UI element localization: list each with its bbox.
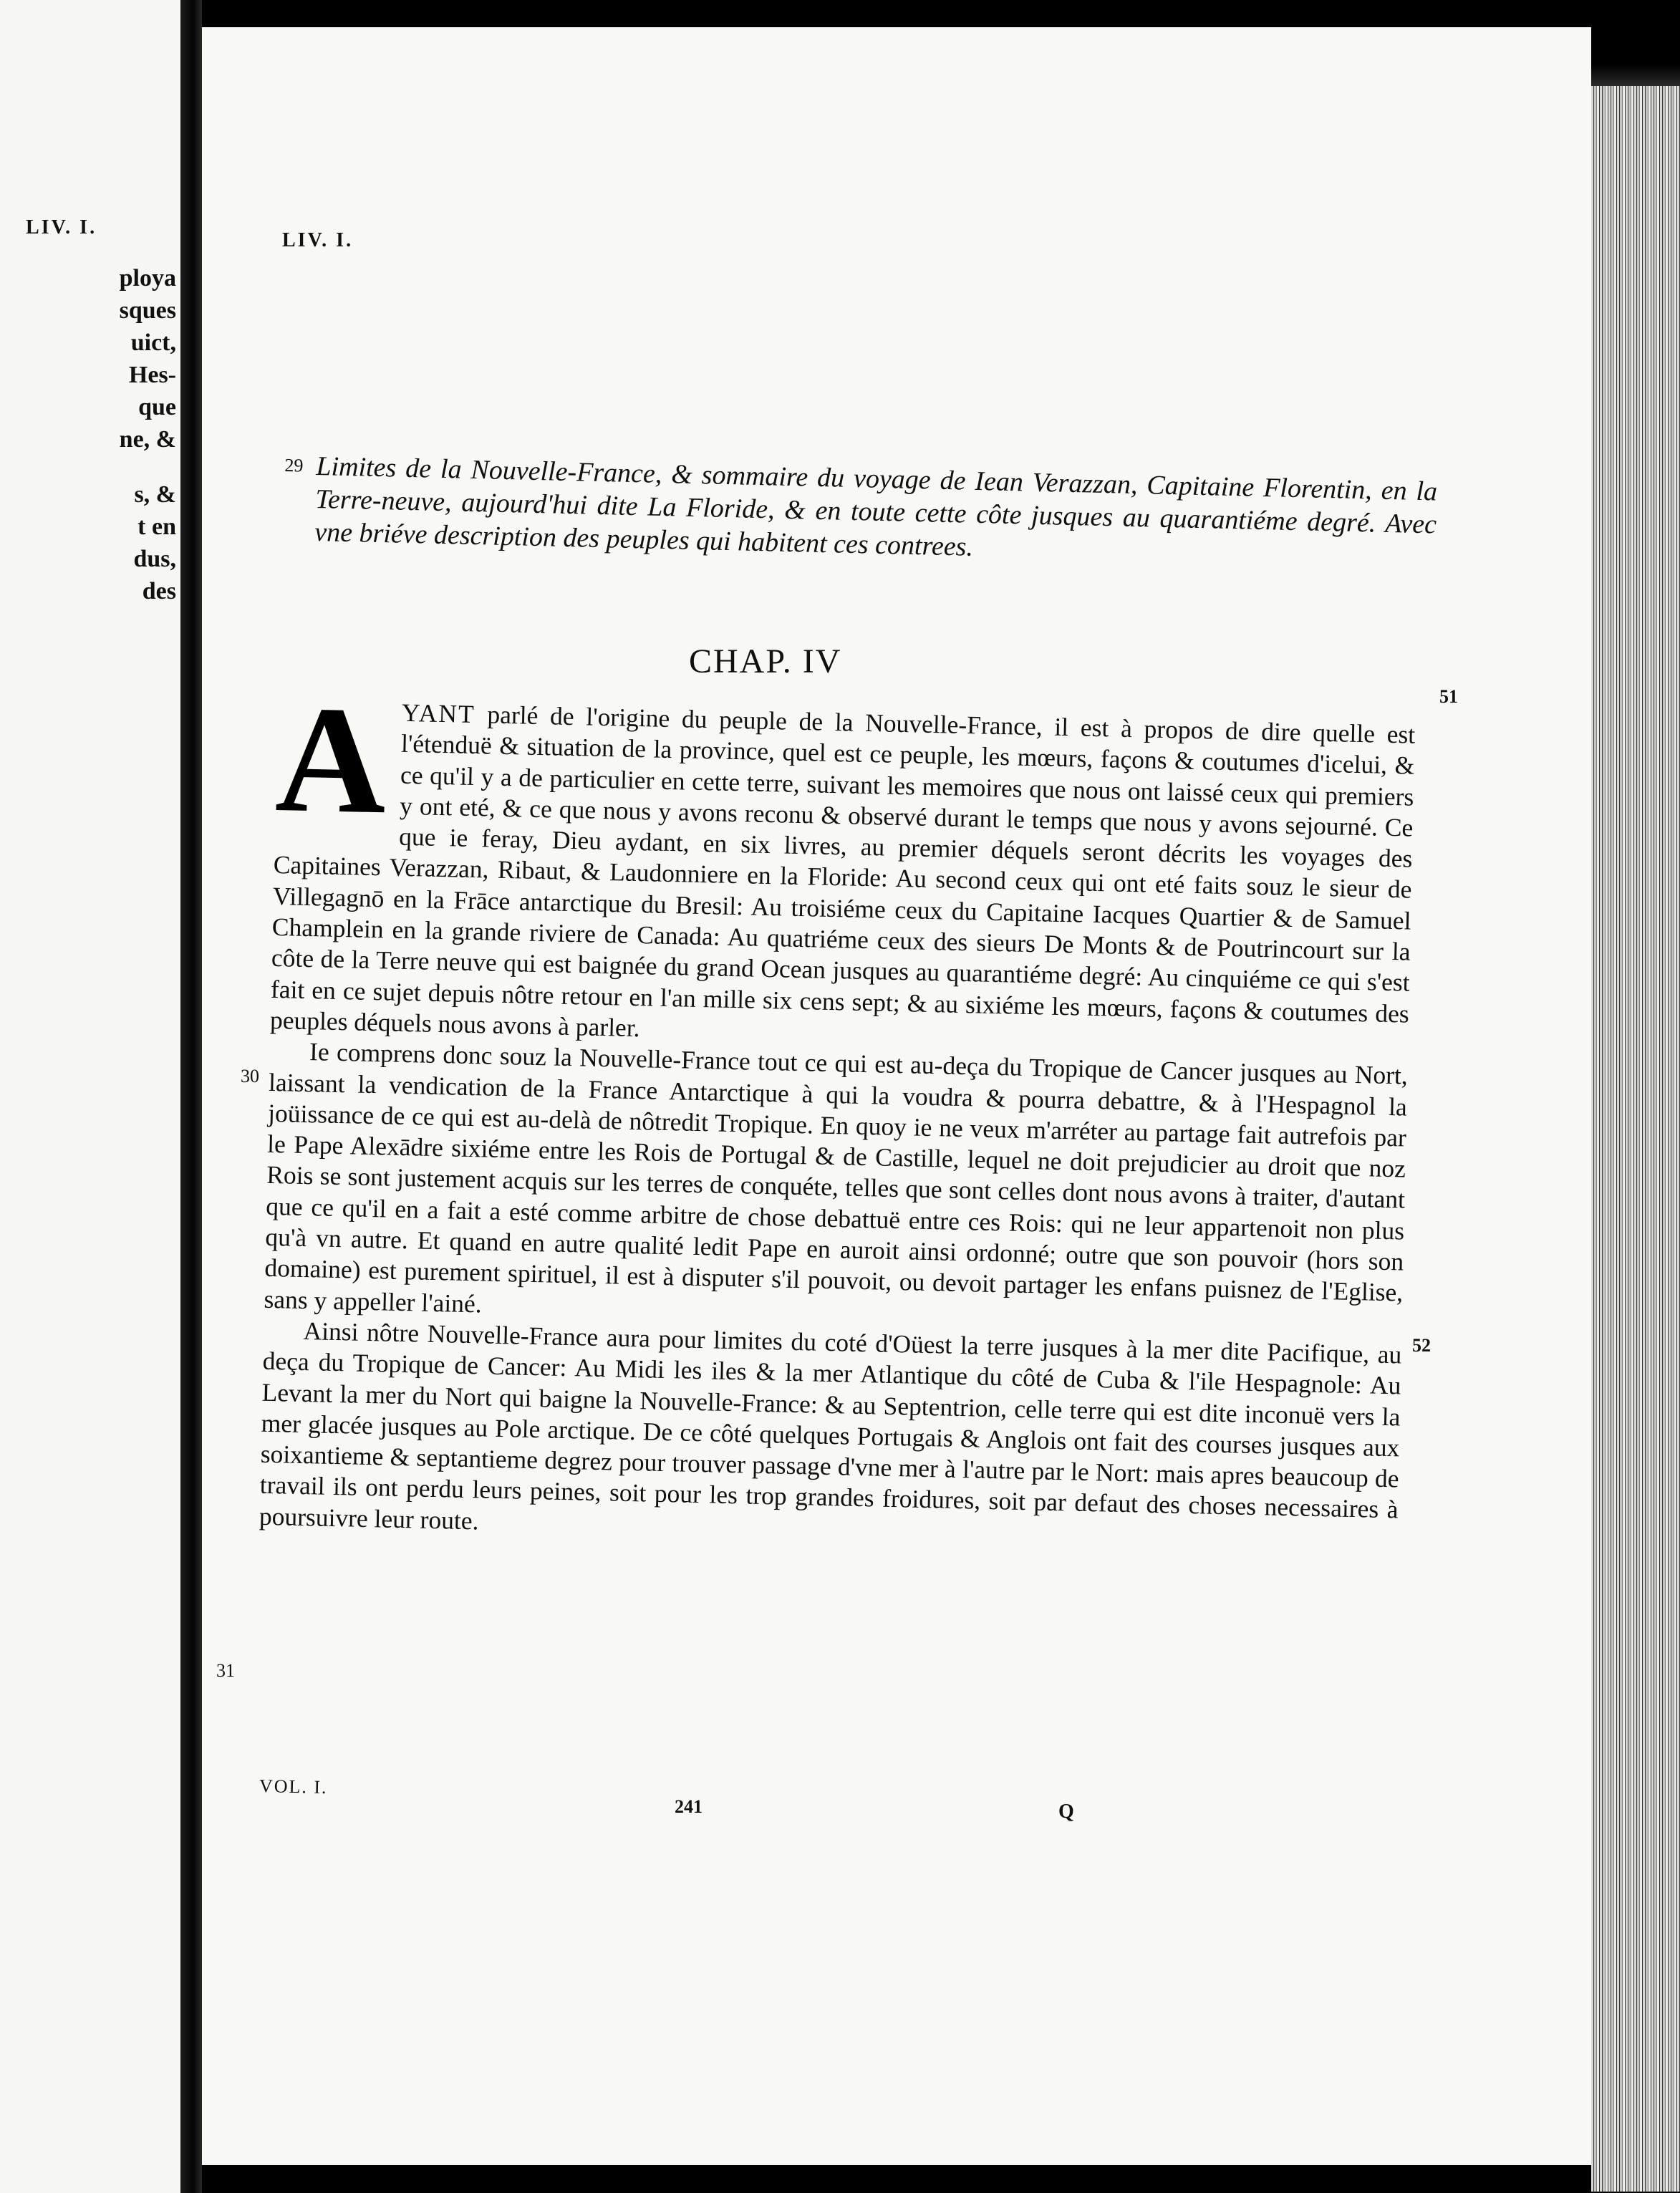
left-line: dus, — [133, 546, 176, 572]
margin-note: 51 — [1439, 686, 1458, 707]
left-line: Hes- — [128, 362, 176, 388]
margin-note: 52 — [1412, 1335, 1431, 1356]
chapter-title: CHAP. IV — [689, 642, 842, 680]
drop-cap: A — [274, 674, 389, 847]
left-line: des — [142, 578, 176, 604]
left-line: uict, — [130, 329, 176, 356]
left-line: ploya — [119, 265, 176, 291]
volume-label: VOL. I. — [259, 1775, 328, 1798]
right-running-head: LIV. I. — [282, 229, 354, 251]
summary-text: Limites de la Nouvelle-France, & sommaire du voyage de Iean Verazzan, Capitaine Florentin, en la Terre-neuve, aujourd'hui dite La Floride, & en toute cette côte jusques au quarantiéme degré. Avec vne briéve description des peuples qui habitent ces contrees. — [314, 450, 1438, 562]
page-number: 241 — [675, 1796, 703, 1817]
paragraph — [269, 674, 1416, 1061]
paragraph: Ie comprens donc souz la Nouvelle-France tout ce qui est au-deça du Tropique de Cancer jusques au Nort, laissant la vendication de la France Antarctique à qui la voudra & pourra debattre, & à l'Hespagnol la joüissance de ce qui est au-delà de nôtredit Tropique. En quoy ie ne veux m'arréter au partage fait autrefois par le Pape Alexādre sixiéme entre les Rois de Portugal & de Castille, lequel ne doit prejudicier au droit que noz Rois se sont justement acquis sur les terres de conquéte, telles que sont celles dont nous avons à traiter, d'autant que ce qu'il en a fait a esté comme arbitre de chose debattuë entre ces Rois: qui ne leur appartenoit non plus qu'à vn autre. Et quand en autre qualité ledit Pape en auroit ainsi ordonné; outre que son pouvoir (hors son domaine) est purement spirituel, il est à disputer s'il pouvoit, ou devoit partager les enfans puisnez de l'Eglise, sans y appeller l'ainé. — [264, 1037, 1409, 1319]
left-page-line-ends — [0, 262, 179, 607]
left-running-head: LIV. I. — [26, 216, 97, 238]
line-number: 30 — [241, 1066, 259, 1086]
left-line: que — [138, 394, 176, 420]
book-gutter — [180, 0, 202, 2193]
right-page — [202, 27, 1591, 2165]
paragraph-text: parlé de l'origine du peuple de la Nouvelle-France, il est à propos de dire quelle est l'étenduë & situation de la province, quel est ce peuple, les mœurs, façons & coutumes d'icelui, & ce qu'il y a de particulier en cette terre, suivant les memoires que nous ont laissé ceux qui premiers y ont eté, & ce que nous y avons reconu & observé durant le temps que nous y avons sejourné. Ce que ie feray, Dieu aydant, en six livres, au premier déquels seront décrits les voyages des Capitaines Verazzan, Ribaut, & Laudonniere en la Floride: Au second ceux qui ont eté faits souz le sieur de Villegagnō en la Frāce antarctique du Bresil: Au troisiéme ceux du Capitaine Iacques Quartier & de Samuel Champlein en la grande riviere de Canada: Au quatriéme ceux des sieurs De Monts & de Poutrincourt sur la côte de la Terre neuve qui est baignée du grand Ocean jusques au quarantiéme degré: Au cinquiéme ce qui s'est fait en ce sujet depuis nôtre retour en l'an mille six cens sept; & au sixiéme les mœurs, façons & coutumes des peuples déquels nous avons à parler. — [269, 700, 1416, 1043]
left-line: ne, & — [119, 426, 176, 453]
signature-mark: Q — [1058, 1801, 1074, 1823]
paragraph: Ainsi nôtre Nouvelle-France aura pour limites du coté d'Oüest la terre jusques à la mer dite Pacifique, au deça du Tropique de Cancer: Au Midi les iles & la mer Atlantique du côté de Cuba & l'ile Hespagnole: Au Levant la mer du Nort qui baigne la Nouvelle-France: & au Septentrion, celle terre qui est dite inconuë vers la mer glacée jusques au Pole arctique. De ce côté quelques Portugais & Anglois ont fait des courses jusques aux soixantieme & septantieme degrez pour trouver passage d'vne mer à l'autre par le Nort: mais apres beaucoup de travail ils ont perdu leurs peines, soit pour les trop grandes froidures, soit par defaut des choses necessaires à poursuivre leur route. — [259, 1316, 1402, 1536]
first-word: YANT — [401, 698, 476, 729]
left-line: s, & — [134, 481, 176, 508]
left-line: t en — [137, 514, 176, 540]
line-number: 31 — [216, 1660, 235, 1681]
page-fore-edge — [1591, 86, 1680, 2192]
left-line-gap — [0, 456, 179, 478]
left-line: sques — [119, 297, 176, 324]
summary-number: 29 — [284, 454, 304, 476]
left-page — [0, 0, 180, 2193]
chapter-summary — [284, 450, 1438, 574]
chapter-body — [259, 674, 1416, 1556]
